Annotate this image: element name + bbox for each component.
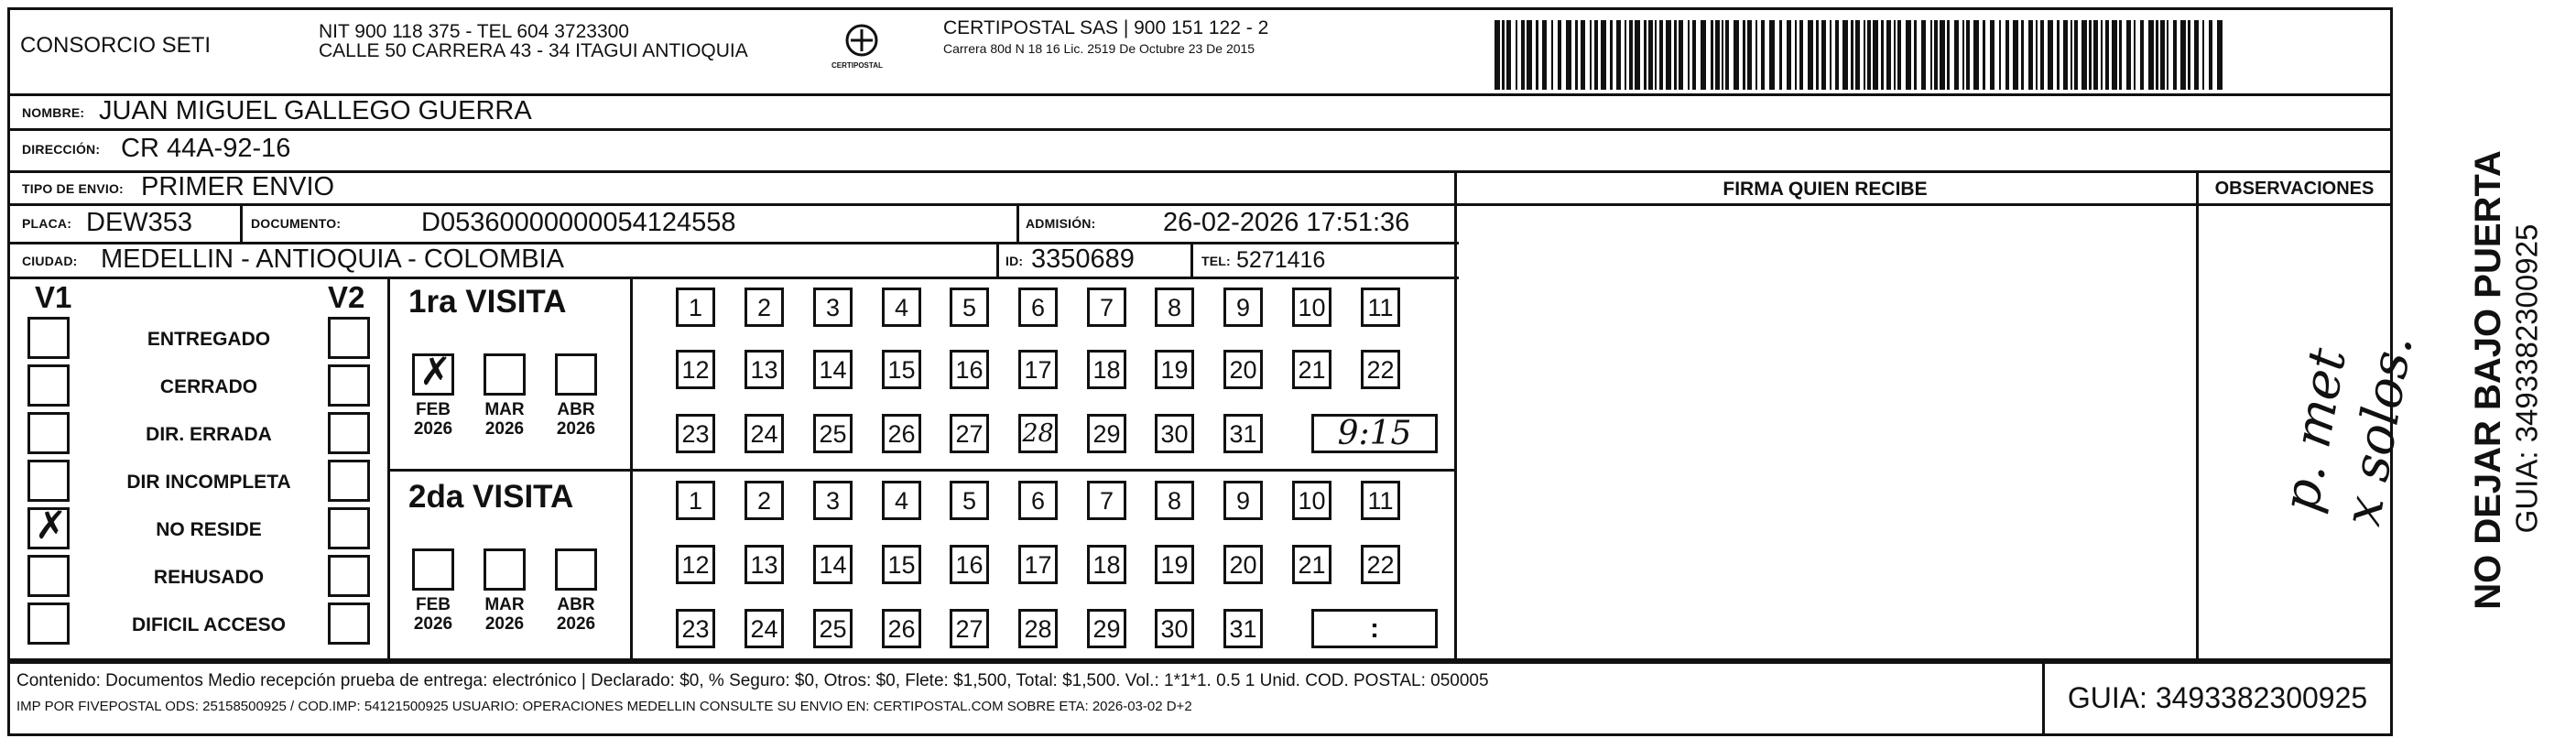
day-box[interactable]: 25 bbox=[813, 609, 853, 648]
tipo-row bbox=[7, 170, 1454, 203]
barcode-bar bbox=[2112, 20, 2117, 90]
day-box[interactable]: 6 bbox=[1018, 481, 1058, 520]
documento-value: D05360000000054124558 bbox=[421, 208, 736, 237]
status-label: NO RESIDE bbox=[156, 519, 262, 540]
month-label bbox=[480, 401, 529, 440]
month-checkbox[interactable] bbox=[412, 548, 454, 591]
status-label: DIR. ERRADA bbox=[146, 424, 272, 445]
license-line: Carrera 80d N 18 16 Lic. 2519 De Octubre 23 De 2015 bbox=[943, 41, 1255, 56]
barcode-bar bbox=[1983, 20, 1985, 90]
month-year: 2026 bbox=[413, 613, 453, 634]
barcode-bar bbox=[1799, 20, 1803, 90]
barcode-bar bbox=[1715, 20, 1720, 90]
day-box[interactable]: 21 bbox=[1292, 350, 1331, 389]
month-label bbox=[408, 596, 458, 635]
placa-row bbox=[7, 203, 1454, 242]
divider bbox=[1454, 170, 1457, 661]
barcode-bar bbox=[1521, 20, 1525, 90]
nit-block bbox=[319, 22, 748, 60]
day-box[interactable]: 22 bbox=[1361, 350, 1400, 389]
month-year: 2026 bbox=[556, 418, 596, 439]
barcode-bar bbox=[1761, 20, 1765, 90]
barcode-bar bbox=[1779, 20, 1782, 90]
tel-value: 5271416 bbox=[1236, 247, 1326, 273]
barcode-bar bbox=[2148, 20, 2154, 90]
v1-checkbox[interactable] bbox=[27, 412, 70, 454]
day-box[interactable]: 9 bbox=[1223, 288, 1263, 327]
barcode-bar bbox=[2063, 20, 2068, 90]
day-box[interactable]: 27 bbox=[950, 414, 989, 453]
barcode-bar bbox=[1692, 20, 1696, 90]
barcode-bar bbox=[1722, 20, 1723, 90]
barcode-bar bbox=[2105, 20, 2109, 90]
status-label: CERRADO bbox=[159, 376, 258, 397]
barcode-bar bbox=[2074, 20, 2078, 90]
barcode-bar bbox=[2081, 20, 2087, 90]
month-label bbox=[551, 596, 601, 635]
barcode-bar bbox=[1502, 20, 1505, 90]
day-box[interactable]: 16 bbox=[950, 350, 989, 389]
month-year: 2026 bbox=[484, 613, 525, 634]
barcode-bar bbox=[1581, 20, 1585, 90]
barcode-bar bbox=[2028, 20, 2033, 90]
v1-checkbox[interactable] bbox=[27, 317, 70, 359]
direccion-row bbox=[7, 128, 2393, 170]
day-box[interactable]: 9 bbox=[1223, 481, 1263, 520]
barcode bbox=[1495, 20, 2227, 90]
day-box[interactable]: 15 bbox=[882, 545, 921, 584]
barcode-bar bbox=[1864, 20, 1865, 90]
day-box[interactable]: 8 bbox=[1155, 481, 1194, 520]
divider bbox=[1454, 203, 2393, 206]
barcode-bar bbox=[2194, 20, 2199, 90]
month-name: MAR bbox=[484, 400, 525, 419]
visits-section bbox=[390, 277, 1454, 661]
barcode-bar bbox=[1855, 20, 1860, 90]
observaciones-label: OBSERVACIONES bbox=[2214, 179, 2375, 199]
barcode-bar bbox=[2156, 20, 2158, 90]
v1-checkbox[interactable] bbox=[27, 555, 70, 597]
divider bbox=[1190, 242, 1193, 277]
barcode-bar bbox=[2140, 20, 2144, 90]
v1-checkbox[interactable] bbox=[27, 460, 70, 502]
day-box[interactable]: 23 bbox=[676, 609, 715, 648]
barcode-bar bbox=[1769, 20, 1775, 90]
barcode-bar bbox=[1616, 20, 1621, 90]
placa-label: PLACA: bbox=[22, 216, 72, 231]
divider bbox=[240, 203, 243, 242]
day-box[interactable]: 7 bbox=[1087, 288, 1126, 327]
day-box[interactable]: 12 bbox=[676, 545, 715, 584]
barcode-bar bbox=[2126, 20, 2131, 90]
day-box[interactable]: 11 bbox=[1361, 481, 1400, 520]
barcode-bar bbox=[1947, 20, 1950, 90]
barcode-bar bbox=[1551, 20, 1553, 90]
day-box[interactable]: 2 bbox=[745, 288, 784, 327]
day-box[interactable]: 6 bbox=[1018, 288, 1058, 327]
visit-title: 2da VISITA bbox=[408, 479, 574, 515]
barcode-bar bbox=[1558, 20, 1561, 90]
day-box[interactable]: 18 bbox=[1087, 545, 1126, 584]
logo-text: CERTIPOSTAL bbox=[831, 61, 883, 70]
visit-2-block bbox=[390, 472, 1454, 661]
day-box[interactable]: 12 bbox=[676, 350, 715, 389]
status-label: REHUSADO bbox=[153, 567, 265, 588]
barcode-bar bbox=[2160, 20, 2165, 90]
tipo-label: TIPO DE ENVIO: bbox=[22, 181, 124, 196]
barcode-bar bbox=[1867, 20, 1871, 90]
direccion-label: DIRECCIÓN: bbox=[22, 142, 101, 157]
check-mark-icon: ✗ bbox=[35, 503, 68, 548]
day-box[interactable]: 31 bbox=[1223, 609, 1263, 648]
day-box[interactable]: 1 bbox=[676, 481, 715, 520]
day-box[interactable]: 11 bbox=[1361, 288, 1400, 327]
month-name: ABR bbox=[557, 400, 595, 419]
company-name: CONSORCIO SETI bbox=[20, 33, 212, 58]
documento-label: DOCUMENTO: bbox=[251, 216, 342, 231]
month-year: 2026 bbox=[413, 418, 453, 439]
nombre-label: NOMBRE: bbox=[22, 105, 85, 120]
nombre-row bbox=[7, 93, 2393, 128]
divider bbox=[630, 277, 633, 661]
day-box[interactable]: 14 bbox=[813, 350, 853, 389]
barcode-bar bbox=[1886, 20, 1891, 90]
day-box[interactable]: 15 bbox=[882, 350, 921, 389]
day-box[interactable]: 4 bbox=[882, 288, 921, 327]
barcode-bar bbox=[1536, 20, 1538, 90]
day-box[interactable]: 18 bbox=[1087, 350, 1126, 389]
observaciones-area[interactable] bbox=[2196, 209, 2425, 657]
firma-label: FIRMA QUIEN RECIBE bbox=[1723, 179, 1928, 200]
day-box[interactable]: 4 bbox=[882, 481, 921, 520]
day-box[interactable]: 7 bbox=[1087, 481, 1126, 520]
side-warning: NO DEJAR BAJO PUERTA bbox=[2468, 150, 2508, 610]
barcode-bar bbox=[2013, 20, 2018, 90]
barcode-bar bbox=[1506, 20, 1511, 90]
tipo-value: PRIMER ENVIO bbox=[141, 172, 335, 201]
admision-label: ADMISIÓN: bbox=[1026, 216, 1096, 231]
day-box[interactable]: 10 bbox=[1292, 288, 1331, 327]
v2-checkbox[interactable] bbox=[328, 460, 370, 502]
month-name: FEB bbox=[416, 595, 451, 614]
barcode-bar bbox=[1590, 20, 1592, 90]
day-box[interactable]: 5 bbox=[950, 288, 989, 327]
day-box[interactable]: 20 bbox=[1223, 545, 1263, 584]
day-box[interactable]: 21 bbox=[1292, 545, 1331, 584]
day-box[interactable]: 14 bbox=[813, 545, 853, 584]
day-box[interactable]: 30 bbox=[1155, 609, 1194, 648]
id-value: 3350689 bbox=[1031, 244, 1135, 274]
barcode-bar bbox=[1930, 20, 1932, 90]
barcode-bar bbox=[1999, 20, 2001, 90]
v2-checkbox[interactable] bbox=[328, 364, 370, 407]
barcode-bar bbox=[1711, 20, 1713, 90]
day-box[interactable]: 24 bbox=[745, 414, 784, 453]
visit-title: 1ra VISITA bbox=[408, 284, 567, 320]
v1-checkbox[interactable] bbox=[27, 503, 70, 549]
certipostal-logo bbox=[833, 20, 890, 77]
barcode-bar bbox=[2202, 20, 2204, 90]
barcode-bar bbox=[1821, 20, 1826, 90]
v1-checkbox[interactable] bbox=[27, 602, 70, 645]
barcode-bar bbox=[2217, 20, 2223, 90]
side-guia: GUIA: 3493382300925 bbox=[2509, 223, 2544, 534]
barcode-bar bbox=[1966, 20, 1970, 90]
v1-checkbox[interactable] bbox=[27, 364, 70, 407]
barcode-bar bbox=[1635, 20, 1640, 90]
barcode-bar bbox=[2119, 20, 2122, 90]
month-label bbox=[408, 401, 458, 440]
status-label: DIR INCOMPLETA bbox=[126, 472, 291, 493]
day-box[interactable]: 13 bbox=[745, 545, 784, 584]
barcode-bar bbox=[2173, 20, 2177, 90]
day-box[interactable]: 3 bbox=[813, 481, 853, 520]
day-box[interactable]: 19 bbox=[1155, 350, 1194, 389]
barcode-bar bbox=[1747, 20, 1752, 90]
barcode-bar bbox=[1679, 20, 1683, 90]
barcode-bar bbox=[2101, 20, 2103, 90]
barcode-bar bbox=[2057, 20, 2060, 90]
barcode-bar bbox=[1610, 20, 1613, 90]
day-box[interactable]: 13 bbox=[745, 350, 784, 389]
barcode-bar bbox=[1921, 20, 1926, 90]
day-box[interactable]: 19 bbox=[1155, 545, 1194, 584]
barcode-bar bbox=[1542, 20, 1547, 90]
day-box[interactable]: 17 bbox=[1018, 545, 1058, 584]
day-box[interactable]: 28 bbox=[1018, 414, 1058, 453]
v2-checkbox[interactable] bbox=[328, 317, 370, 359]
day-box[interactable]: 24 bbox=[745, 609, 784, 648]
v2-checkbox[interactable] bbox=[328, 602, 370, 645]
barcode-bar bbox=[1527, 20, 1532, 90]
day-box[interactable]: 17 bbox=[1018, 350, 1058, 389]
day-box[interactable]: 3 bbox=[813, 288, 853, 327]
barcode-bar bbox=[2167, 20, 2168, 90]
visit-1-block bbox=[390, 277, 1454, 469]
barcode-bar bbox=[1674, 20, 1677, 90]
day-box[interactable]: 23 bbox=[676, 414, 715, 453]
day-box[interactable]: 28 bbox=[1018, 609, 1058, 648]
month-name: ABR bbox=[557, 595, 595, 614]
barcode-bar bbox=[1851, 20, 1853, 90]
barcode-bar bbox=[1795, 20, 1797, 90]
side-notice bbox=[2401, 101, 2575, 659]
day-box[interactable]: 29 bbox=[1087, 609, 1126, 648]
barcode-bar bbox=[1495, 20, 1500, 90]
month-year: 2026 bbox=[484, 418, 525, 439]
barcode-bar bbox=[2180, 20, 2186, 90]
day-box[interactable]: 20 bbox=[1223, 350, 1263, 389]
barcode-bar bbox=[2048, 20, 2053, 90]
divider bbox=[996, 242, 999, 277]
v2-checkbox[interactable] bbox=[328, 412, 370, 454]
admision-value: 26-02-2026 17:51:36 bbox=[1163, 208, 1410, 237]
check-mark-icon: ✗ bbox=[419, 349, 452, 394]
day-box[interactable]: 26 bbox=[882, 414, 921, 453]
barcode-bar bbox=[1516, 20, 1517, 90]
barcode-bar bbox=[1575, 20, 1578, 90]
footer-imp: IMP POR FIVEPOSTAL ODS: 25158500925 / COD.IMP: 54121500925 USUARIO: OPERACIONES MEDELLIN CONSULTE SU ENVIO EN: CERTIPOSTAL.COM SOBRE ETA: 2026-03-02 D+2 bbox=[16, 699, 1192, 714]
day-box[interactable]: 2 bbox=[745, 481, 784, 520]
barcode-bar bbox=[1914, 20, 1917, 90]
barcode-bar bbox=[1897, 20, 1901, 90]
barcode-bar bbox=[2036, 20, 2038, 90]
nit-line: NIT 900 118 375 - TEL 604 3723300 bbox=[319, 21, 629, 42]
footer-guia: GUIA: 3493382300925 bbox=[2067, 681, 2368, 714]
barcode-bar bbox=[2040, 20, 2044, 90]
barcode-bar bbox=[1835, 20, 1839, 90]
certipostal-block bbox=[943, 18, 1268, 57]
barcode-bar bbox=[2071, 20, 2072, 90]
ciudad-value: MEDELLIN - ANTIOQUIA - COLOMBIA bbox=[101, 244, 564, 274]
barcode-bar bbox=[1688, 20, 1690, 90]
month-year: 2026 bbox=[556, 613, 596, 634]
day-box[interactable]: 8 bbox=[1155, 288, 1194, 327]
direccion-value: CR 44A-92-16 bbox=[121, 134, 291, 163]
barcode-bar bbox=[1701, 20, 1706, 90]
month-checkbox[interactable] bbox=[412, 349, 454, 396]
placa-value: DEW353 bbox=[86, 208, 193, 237]
barcode-bar bbox=[1625, 20, 1626, 90]
month-label bbox=[480, 596, 529, 635]
divider bbox=[1016, 203, 1019, 242]
month-checkbox[interactable] bbox=[555, 548, 597, 591]
barcode-bar bbox=[1787, 20, 1791, 90]
ciudad-label: CIUDAD: bbox=[22, 254, 78, 268]
month-checkbox[interactable] bbox=[555, 353, 597, 396]
v1-label: V1 bbox=[35, 280, 72, 314]
barcode-bar bbox=[1734, 20, 1739, 90]
id-label: ID: bbox=[1005, 254, 1024, 268]
day-box[interactable]: 30 bbox=[1155, 414, 1194, 453]
barcode-bar bbox=[2093, 20, 2098, 90]
barcode-bar bbox=[2021, 20, 2024, 90]
barcode-bar bbox=[1973, 20, 1979, 90]
visit-time-box[interactable]: : bbox=[1311, 609, 1438, 648]
barcode-bar bbox=[1594, 20, 1598, 90]
barcode-bar bbox=[1566, 20, 1571, 90]
day-box[interactable]: 26 bbox=[882, 609, 921, 648]
barcode-bar bbox=[1934, 20, 1938, 90]
visit-time-box[interactable]: 9:15 bbox=[1311, 414, 1438, 453]
day-box[interactable]: 10 bbox=[1292, 481, 1331, 520]
barcode-bar bbox=[1894, 20, 1896, 90]
barcode-bar bbox=[1873, 20, 1878, 90]
v2-checkbox[interactable] bbox=[328, 507, 370, 549]
barcode-bar bbox=[1816, 20, 1819, 90]
barcode-bar bbox=[1954, 20, 1959, 90]
barcode-bar bbox=[1830, 20, 1831, 90]
v2-label: V2 bbox=[328, 280, 365, 314]
barcode-bar bbox=[1743, 20, 1745, 90]
barcode-bar bbox=[2209, 20, 2212, 90]
status-label: DIFICIL ACCESO bbox=[131, 614, 286, 635]
barcode-bar bbox=[2005, 20, 2009, 90]
barcode-bar bbox=[1601, 20, 1606, 90]
day-box[interactable]: 1 bbox=[676, 288, 715, 327]
barcode-bar bbox=[1659, 20, 1663, 90]
barcode-bar bbox=[1648, 20, 1653, 90]
barcode-bar bbox=[2134, 20, 2136, 90]
barcode-bar bbox=[1962, 20, 1964, 90]
barcode-bar bbox=[2188, 20, 2190, 90]
barcode-bar bbox=[1881, 20, 1884, 90]
month-name: FEB bbox=[416, 400, 451, 419]
day-box[interactable]: 5 bbox=[950, 481, 989, 520]
nombre-value: JUAN MIGUEL GALLEGO GUERRA bbox=[99, 96, 532, 125]
barcode-bar bbox=[1808, 20, 1813, 90]
day-box[interactable]: 16 bbox=[950, 545, 989, 584]
ciudad-row bbox=[7, 242, 1454, 277]
barcode-bar bbox=[1644, 20, 1647, 90]
month-checkbox[interactable] bbox=[484, 353, 526, 396]
handwriting-line2: x solos. bbox=[2332, 330, 2425, 530]
status-section bbox=[7, 277, 387, 661]
day-box[interactable]: 25 bbox=[813, 414, 853, 453]
barcode-bar bbox=[1940, 20, 1945, 90]
barcode-bar bbox=[1990, 20, 1994, 90]
barcode-bar bbox=[1755, 20, 1757, 90]
barcode-bar bbox=[2089, 20, 2092, 90]
address-line: CALLE 50 CARRERA 43 - 34 ITAGUI ANTIOQUIA bbox=[319, 40, 748, 61]
month-checkbox[interactable] bbox=[484, 548, 526, 591]
status-label: ENTREGADO bbox=[147, 329, 271, 350]
barcode-bar bbox=[1666, 20, 1671, 90]
barcode-bar bbox=[1906, 20, 1911, 90]
barcode-bar bbox=[1655, 20, 1657, 90]
cert-line: CERTIPOSTAL SAS | 900 151 122 - 2 bbox=[943, 17, 1269, 38]
footer-content: Contenido: Documentos Medio recepción prueba de entrega: electrónico | Declarado: $0, % Seguro: $0, Otros: $0, Flete: $1,500, Total: $1,500. Vol.: 1*1*1. 0.5 1 Unid. COD. POSTAL: 050005 bbox=[16, 671, 1489, 690]
month-label bbox=[551, 401, 601, 440]
barcode-bar bbox=[1725, 20, 1729, 90]
day-box[interactable]: 27 bbox=[950, 609, 989, 648]
day-box[interactable]: 31 bbox=[1223, 414, 1263, 453]
v2-checkbox[interactable] bbox=[328, 555, 370, 597]
barcode-bar bbox=[1629, 20, 1633, 90]
barcode-bar bbox=[1842, 20, 1848, 90]
tel-label: TEL: bbox=[1201, 254, 1231, 268]
day-box[interactable]: 29 bbox=[1087, 414, 1126, 453]
day-box[interactable]: 22 bbox=[1361, 545, 1400, 584]
handwriting-line1: p. met bbox=[2270, 343, 2359, 517]
month-name: MAR bbox=[484, 595, 525, 614]
